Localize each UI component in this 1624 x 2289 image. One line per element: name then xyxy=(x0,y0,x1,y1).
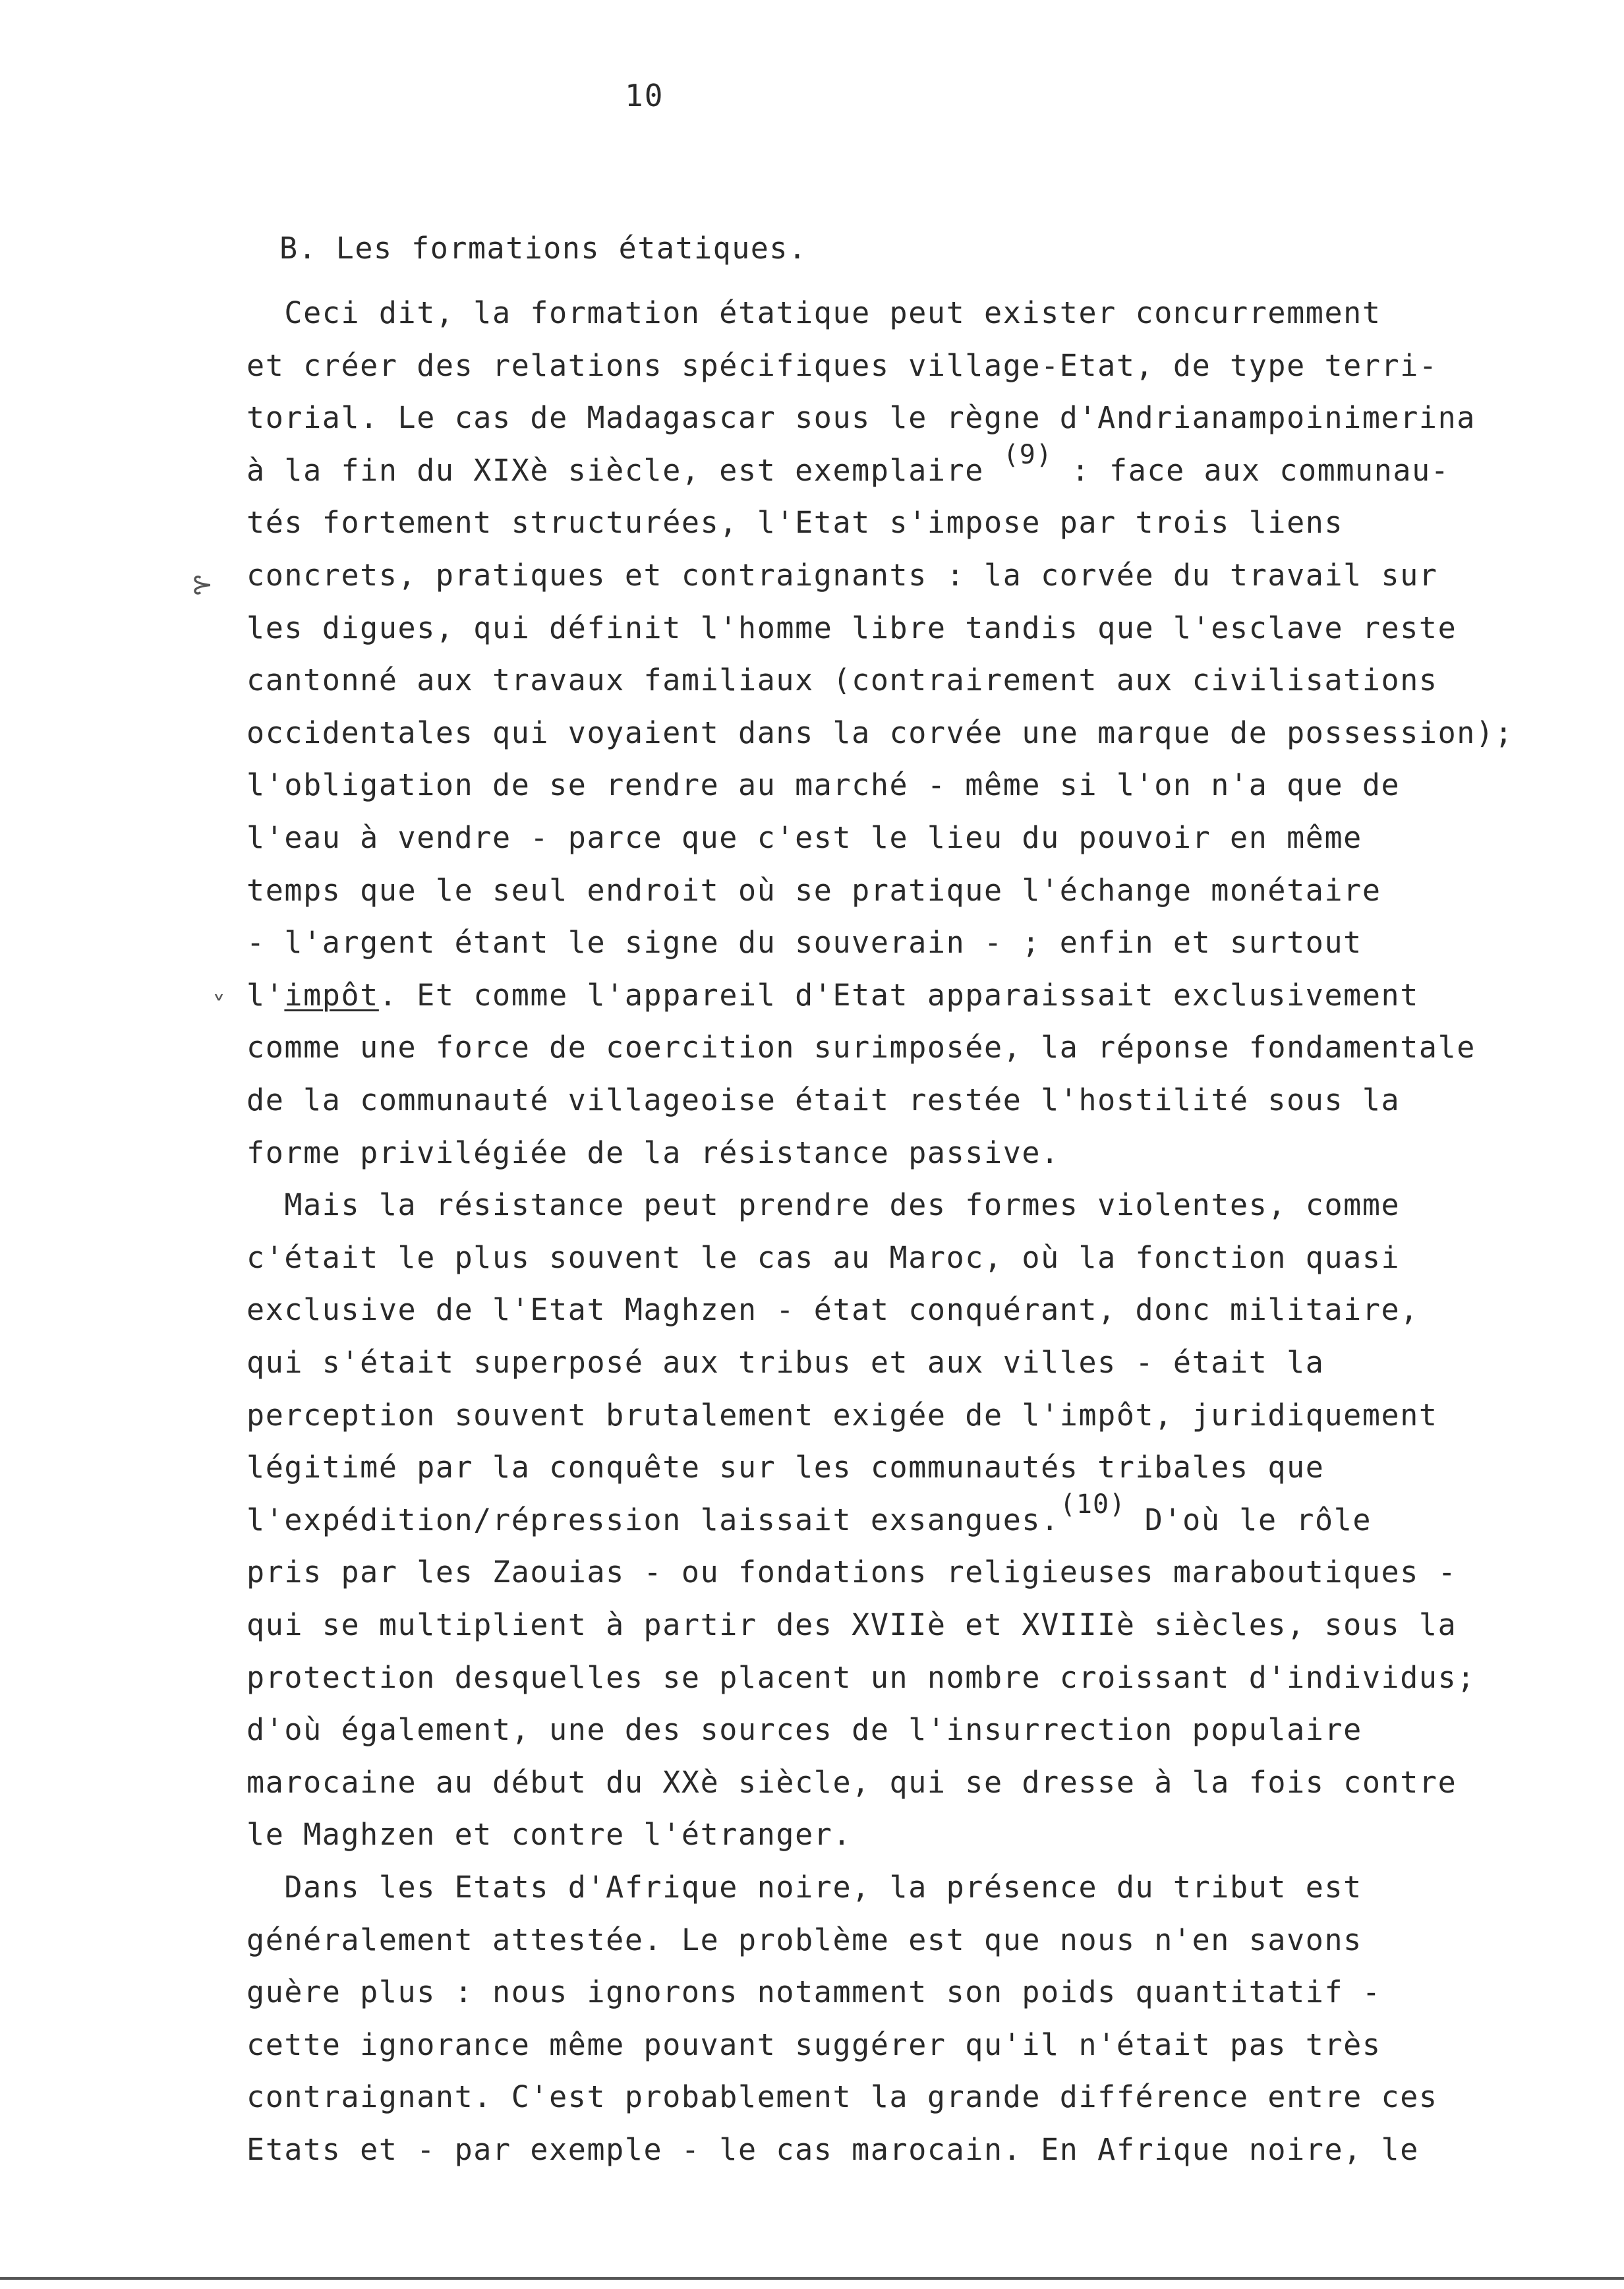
text-line-segment: Dans les Etats d'Afrique noire, la présence du tribut est xyxy=(246,1870,1362,1905)
text-line xyxy=(246,348,1438,383)
text-line xyxy=(246,1345,1325,1380)
text-line-segment: et créer des relations spécifiques village-Etat, de type terri- xyxy=(246,348,1438,383)
text-line-segment: : face aux communau- xyxy=(1052,453,1450,488)
text-line-segment: l'eau à vendre - parce que c'est le lieu du pouvoir en même xyxy=(246,820,1362,855)
text-line xyxy=(246,1922,1362,1957)
text-line-segment: l'obligation de se rendre au marché - même si l'on n'a que de xyxy=(246,767,1401,802)
text-line-segment: guère plus : nous ignorons notamment son poids quantitatif - xyxy=(246,1975,1381,2009)
text-line-segment: torial. Le cas de Madagascar sous le règne d'Andrianampoinimerina xyxy=(246,400,1476,435)
text-line-segment: . Et comme l'appareil d'Etat apparaissait exclusivement xyxy=(378,978,1419,1013)
text-line-segment: l'expédition/répression laissait exsangues. xyxy=(246,1502,1060,1537)
footnote-reference: (9) xyxy=(1002,440,1053,470)
text-line xyxy=(246,1712,1362,1747)
text-line xyxy=(246,1660,1476,1695)
text-line xyxy=(246,558,1438,593)
text-line xyxy=(246,2132,1419,2167)
text-line-segment: Etats et - par exemple - le cas marocain. En Afrique noire, le xyxy=(246,2132,1419,2167)
text-line xyxy=(246,295,1381,330)
margin-annotation-mark: ˅ xyxy=(212,992,225,1022)
text-line xyxy=(246,1030,1476,1065)
text-line xyxy=(246,1135,1060,1170)
text-line-segment: Ceci dit, la formation étatique peut exister concurremment xyxy=(246,295,1381,330)
section-heading: B. Les formations étatiques. xyxy=(279,231,807,266)
text-line xyxy=(246,505,1344,540)
text-line-segment: légitimé par la conquête sur les communautés tribales que xyxy=(246,1450,1325,1485)
text-line xyxy=(246,440,1450,488)
text-line-segment: l' xyxy=(246,978,285,1013)
text-line-segment: forme privilégiée de la résistance passive. xyxy=(246,1135,1060,1170)
text-line-segment: à la fin du XIXè siècle, est exemplaire xyxy=(246,453,1003,488)
text-line-segment: le Maghzen et contre l'étranger. xyxy=(246,1817,852,1852)
text-line xyxy=(246,820,1362,855)
text-line-segment: temps que le seul endroit où se pratique l'échange monétaire xyxy=(246,873,1381,908)
text-line-segment: comme une force de coercition surimposée, la réponse fondamentale xyxy=(246,1030,1476,1065)
text-line-segment: marocaine au début du XXè siècle, qui se dresse à la fois contre xyxy=(246,1765,1457,1800)
text-line xyxy=(246,978,1419,1013)
text-line xyxy=(246,2079,1438,2114)
text-line-segment: d'où également, une des sources de l'insurrection populaire xyxy=(246,1712,1362,1747)
text-line-segment: c'était le plus souvent le cas au Maroc, où la fonction quasi xyxy=(246,1240,1401,1275)
text-line-segment: pris par les Zaouias - ou fondations religieuses maraboutiques - xyxy=(246,1555,1457,1590)
text-line xyxy=(246,873,1381,908)
text-line xyxy=(246,1870,1362,1905)
text-line xyxy=(246,1240,1401,1275)
text-line xyxy=(246,1450,1325,1485)
text-line-segment: exclusive de l'Etat Maghzen - état conquérant, donc militaire, xyxy=(246,1292,1419,1327)
text-line xyxy=(246,1085,1400,1115)
text-line-segment: concrets, pratiques et contraignants : la corvée du travail sur xyxy=(246,558,1438,593)
text-line xyxy=(246,1977,1381,2007)
text-line-segment: qui se multiplient à partir des XVIIè et XVIIIè siècles, sous la xyxy=(246,1607,1457,1642)
text-line xyxy=(246,1398,1438,1433)
text-line xyxy=(246,925,1362,960)
text-line xyxy=(246,1765,1457,1800)
text-line xyxy=(246,400,1476,435)
page-number: 10 xyxy=(625,78,664,113)
page-bottom-edge xyxy=(0,2277,1624,2280)
text-line xyxy=(246,1817,852,1852)
text-line-segment: qui s'était superposé aux tribus et aux villes - était la xyxy=(246,1345,1325,1380)
text-line xyxy=(246,767,1401,802)
text-line-segment: protection desquelles se placent un nombre croissant d'individus; xyxy=(246,1660,1476,1695)
text-line-segment: cantonné aux travaux familiaux (contrairement aux civilisations xyxy=(246,663,1438,698)
text-line xyxy=(246,610,1457,645)
text-line-segment: cette ignorance même pouvant suggérer qu'il n'était pas très xyxy=(246,2027,1381,2062)
margin-annotation-mark: ⊱ xyxy=(191,570,214,600)
text-line xyxy=(246,2027,1381,2062)
text-line-segment: occidentales qui voyaient dans la corvée une marque de possession); xyxy=(246,715,1514,750)
text-line-segment: les digues, qui définit l'homme libre tandis que l'esclave reste xyxy=(246,610,1457,645)
text-line-segment: D'où le rôle xyxy=(1126,1502,1372,1537)
text-line xyxy=(246,1607,1457,1642)
text-line-segment: - l'argent étant le signe du souverain - ; enfin et surtout xyxy=(246,925,1362,960)
footnote-reference: (10) xyxy=(1059,1489,1126,1520)
underlined-word: impôt xyxy=(284,978,379,1013)
text-line xyxy=(246,715,1514,750)
text-line xyxy=(246,1187,1401,1222)
text-line xyxy=(246,1555,1457,1590)
text-line-segment: généralement attestée. Le problème est que nous n'en savons xyxy=(246,1922,1362,1957)
text-line xyxy=(246,1292,1419,1327)
text-line-segment: perception souvent brutalement exigée de l'impôt, juridiquement xyxy=(246,1398,1438,1433)
text-line-segment: Mais la résistance peut prendre des formes violentes, comme xyxy=(246,1187,1401,1222)
text-line-segment: contraignant. C'est probablement la grande différence entre ces xyxy=(246,2079,1438,2114)
text-line-segment: tés fortement structurées, l'Etat s'impose par trois liens xyxy=(246,505,1344,540)
text-line-segment: de la communauté villageoise était restée l'hostilité sous la xyxy=(246,1083,1401,1117)
text-line xyxy=(246,1489,1372,1537)
text-line xyxy=(246,663,1438,698)
